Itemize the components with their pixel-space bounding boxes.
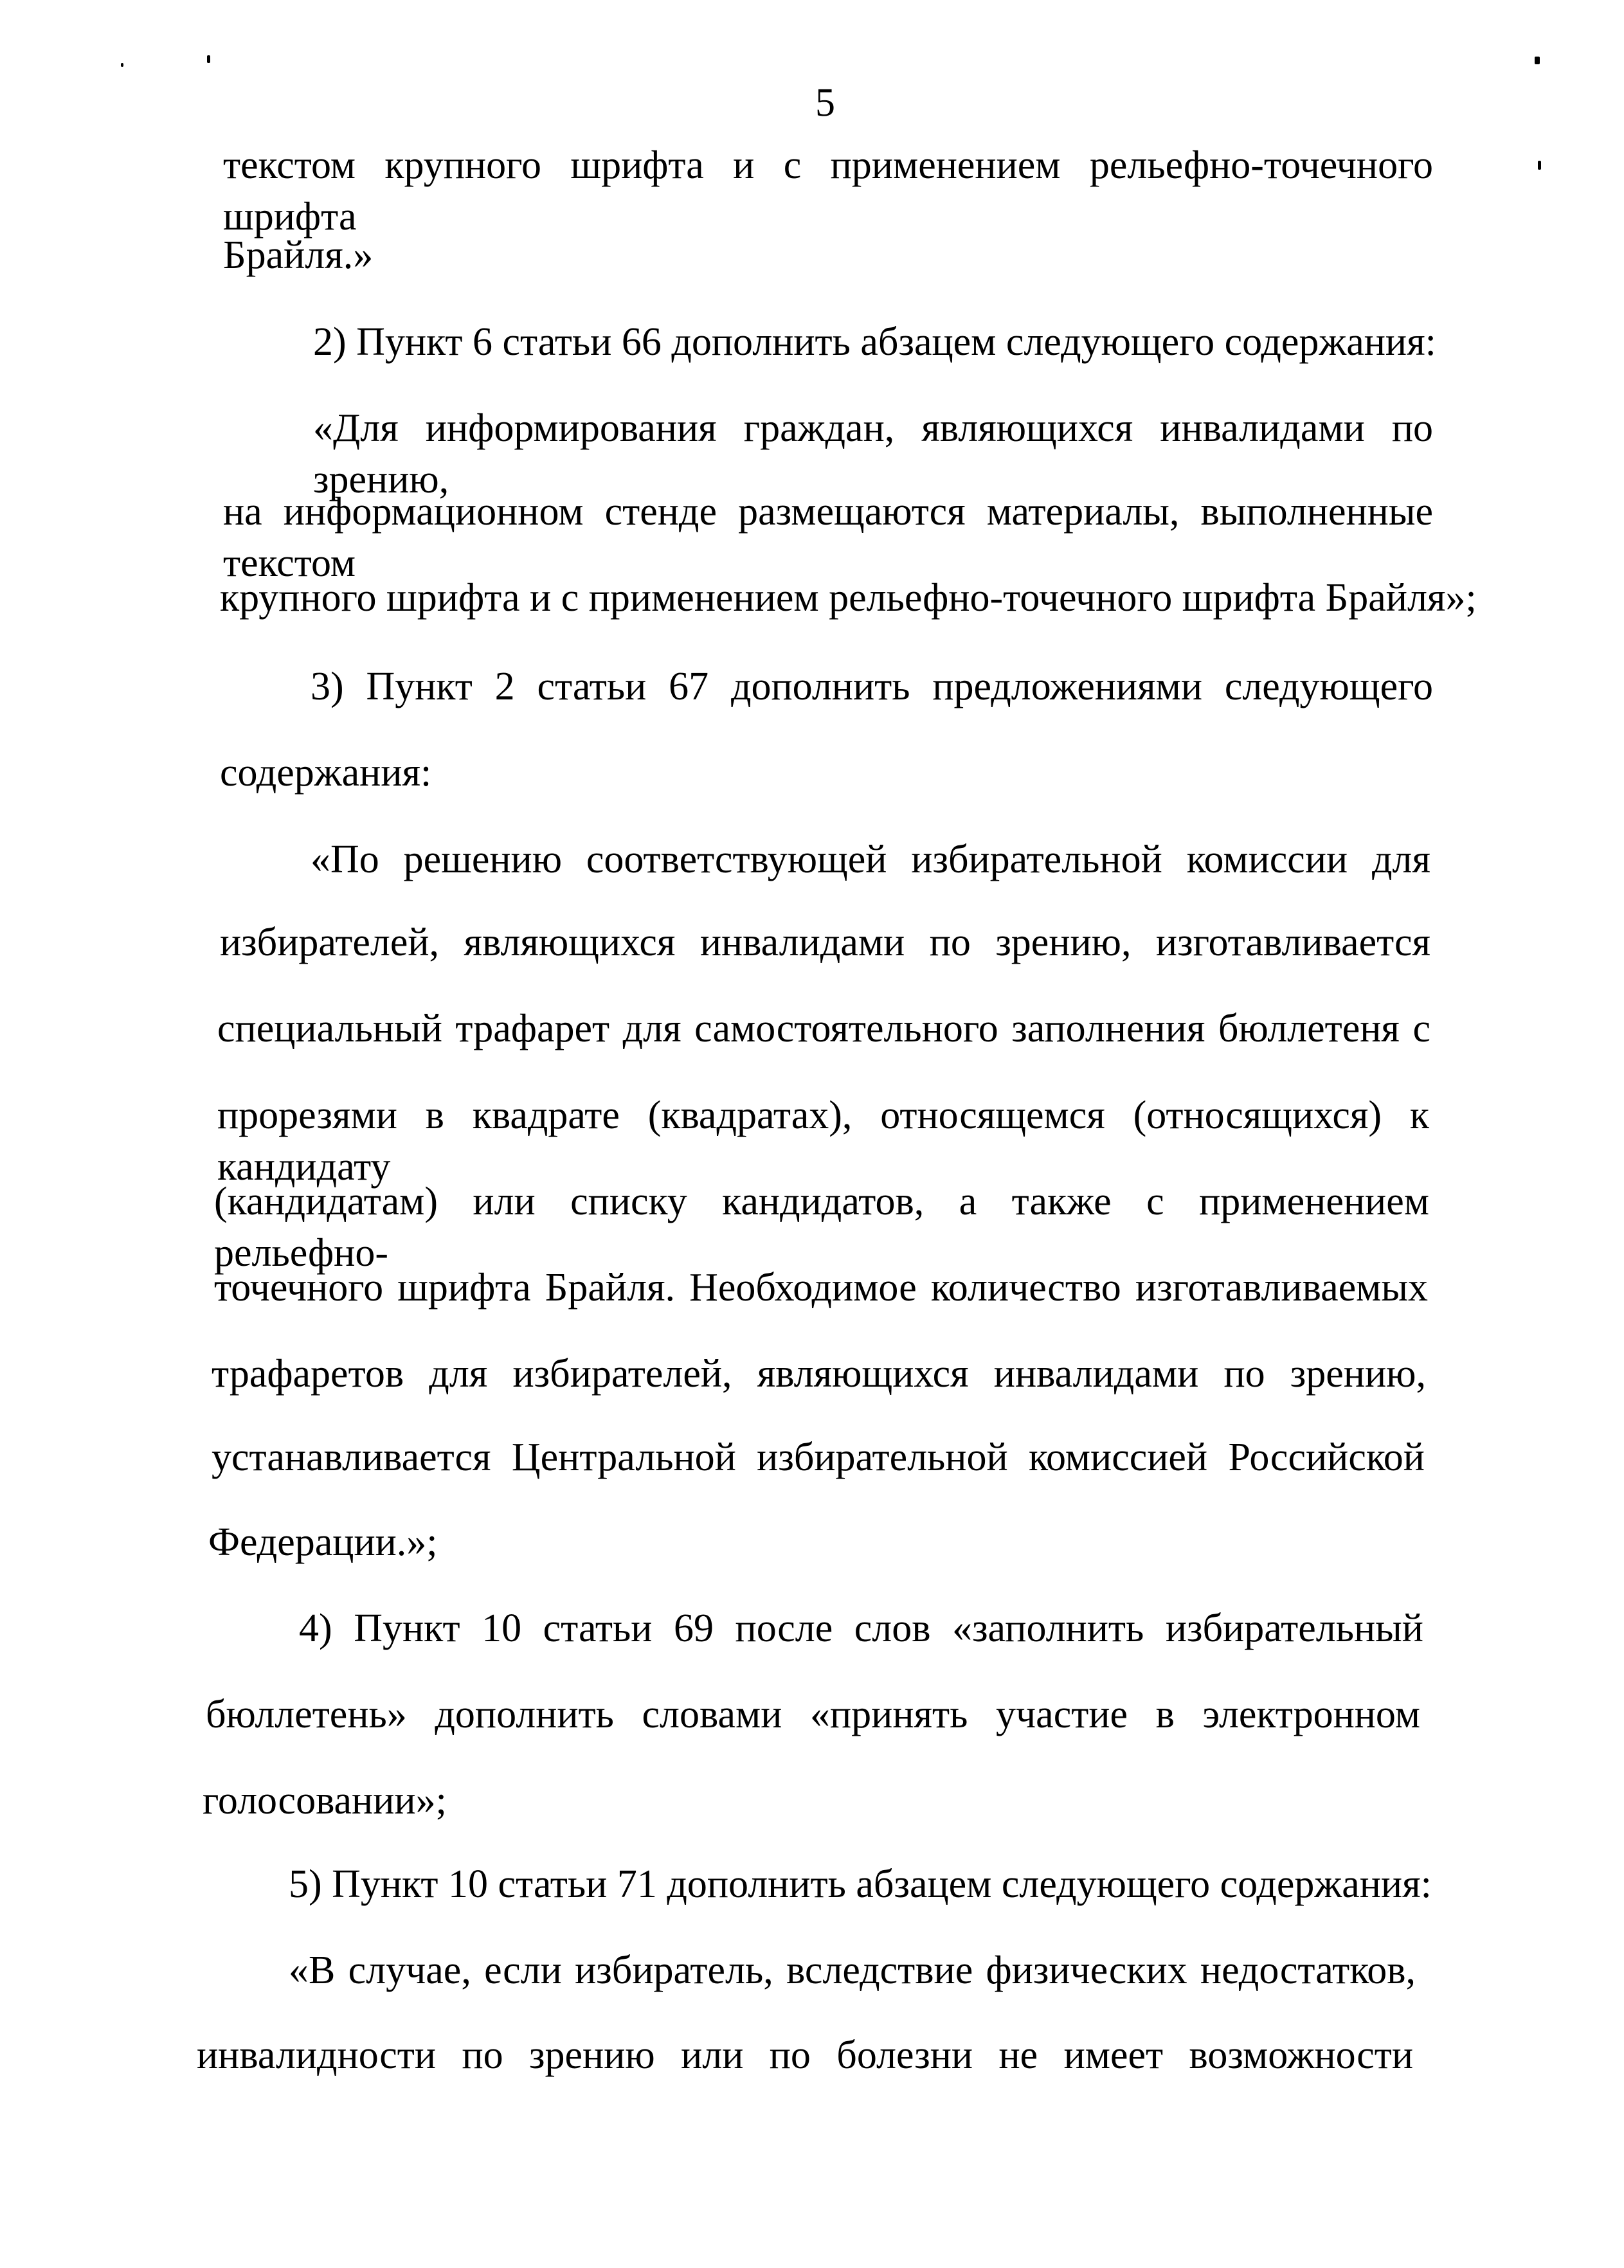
text-line: «В случае, если избиратель, вследствие физических недостатков, [289, 1949, 1416, 1992]
text-line: специальный трафарет для самостоятельного заполнения бюллетеня с [217, 1007, 1430, 1050]
text-line: бюллетень» дополнить словами «принять участие в электронном [206, 1693, 1420, 1736]
text-line: 2) Пункт 6 статьи 66 дополнить абзацем следующего содержания: [313, 320, 1436, 364]
text-line: «Для информирования граждан, являющихся инвалидами по зрению, [313, 406, 1433, 501]
text-line: избирателей, являющихся инвалидами по зрению, изготавливается [220, 921, 1430, 964]
text-line: точечного шрифта Брайля. Необходимое количество изготавливаемых [214, 1266, 1428, 1310]
text-line: (кандидатам) или списку кандидатов, а также с применением рельефно- [214, 1180, 1429, 1275]
text-line: Федерации.»; [208, 1520, 438, 1564]
text-line: текстом крупного шрифта и с применением рельефно-точечного шрифта [223, 143, 1433, 239]
text-line: крупного шрифта и с применением рельефно-точечного шрифта Брайля»; [220, 576, 1477, 620]
text-line: устанавливается Центральной избирательной комиссией Российской [212, 1436, 1425, 1479]
scan-speck [207, 55, 210, 63]
text-line: голосовании»; [203, 1779, 447, 1823]
text-line: прорезями в квадрате (квадратах), относящемся (относящихся) к кандидату [217, 1094, 1429, 1189]
scan-speck [1535, 57, 1540, 64]
text-line: трафаретов для избирателей, являющихся инвалидами по зрению, [212, 1352, 1426, 1396]
text-line: 3) Пункт 2 статьи 67 дополнить предложениями следующего [311, 665, 1433, 708]
text-line: на информационном стенде размещаются материалы, выполненные текстом [223, 490, 1433, 585]
scan-speck [1538, 161, 1541, 170]
text-line: 4) Пункт 10 статьи 69 после слов «заполнить избирательный [299, 1607, 1423, 1650]
page-number: 5 [815, 81, 835, 125]
text-line: содержания: [220, 751, 432, 795]
text-line: «По решению соответствующей избирательной комиссии для [311, 838, 1430, 881]
text-line: инвалидности по зрению или по болезни не имеет возможности [197, 2033, 1413, 2077]
text-line: Брайля.» [223, 233, 374, 277]
scan-speck [121, 63, 123, 67]
text-line: 5) Пункт 10 статьи 71 дополнить абзацем следующего содержания: [289, 1862, 1432, 1906]
